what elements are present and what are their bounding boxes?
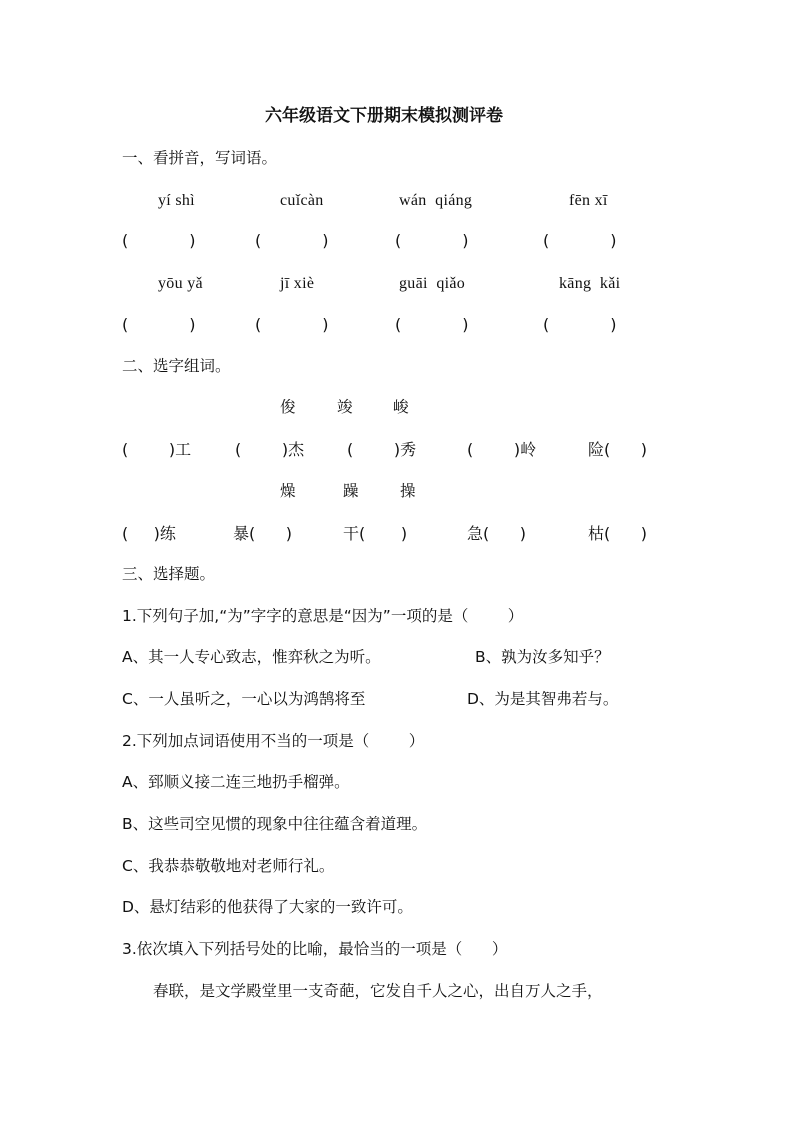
question-1-stem: 1.下列句子加,“为”字字的意思是“因为”一项的是（ ） [122, 607, 524, 625]
answer-blank[interactable]: ( ) [255, 315, 329, 334]
word-blank[interactable]: 干( ) [343, 524, 408, 543]
question-2-stem: 2.下列加点词语使用不当的一项是（ ） [122, 732, 425, 750]
section-2-heading: 二、选字组词。 [122, 357, 231, 375]
page-title: 六年级语文下册期末模拟测评卷 [265, 106, 503, 126]
question-2-option-a[interactable]: A、郅顺义接二连三地扔手榴弹。 [122, 773, 350, 791]
word-blank[interactable]: ( )练 [122, 524, 176, 543]
char-option: 竣 [337, 398, 353, 416]
char-option: 峻 [393, 398, 409, 416]
answer-blank[interactable]: ( ) [255, 231, 329, 250]
char-option: 燥 [280, 482, 296, 500]
question-1-option-c[interactable]: C、一人虽听之，一心以为鸿鹄将至 [122, 690, 366, 708]
question-2-option-b[interactable]: B、这些司空见惯的现象中往往蕴含着道理。 [122, 815, 428, 833]
pinyin-2-1: yōu yǎ [158, 275, 203, 292]
word-blank[interactable]: 枯( ) [588, 524, 648, 543]
pinyin-1-1: yí shì [158, 192, 195, 209]
word-blank[interactable]: 暴( ) [233, 524, 293, 543]
pinyin-2-3: guāi qiǎo [399, 275, 466, 292]
section-1-heading: 一、看拼音，写词语。 [122, 149, 278, 167]
pinyin-1-4: fēn xī [569, 192, 608, 209]
question-2-option-d[interactable]: D、悬灯结彩的他获得了大家的一致许可。 [122, 898, 413, 916]
answer-blank[interactable]: ( ) [395, 315, 469, 334]
question-3-stem: 3.依次填入下列括号处的比喻，最恰当的一项是（ ） [122, 940, 508, 958]
answer-blank[interactable]: ( ) [122, 315, 196, 334]
answer-blank[interactable]: ( ) [543, 315, 617, 334]
char-option: 俊 [280, 398, 296, 416]
word-blank[interactable]: ( )秀 [347, 440, 417, 459]
answer-blank[interactable]: ( ) [122, 231, 196, 250]
pinyin-1-2: cuǐcàn [280, 192, 324, 209]
answer-blank[interactable]: ( ) [543, 231, 617, 250]
char-option: 躁 [343, 482, 359, 500]
char-option: 操 [400, 482, 416, 500]
question-1-option-d[interactable]: D、为是其智弗若与。 [467, 690, 619, 708]
word-blank[interactable]: ( )工 [122, 440, 192, 459]
question-1-option-b[interactable]: B、孰为汝多知乎？ [475, 648, 610, 666]
pinyin-2-2: jī xiè [280, 275, 315, 292]
answer-blank[interactable]: ( ) [395, 231, 469, 250]
word-blank[interactable]: 险( ) [588, 440, 648, 459]
section-3-heading: 三、选择题。 [122, 565, 216, 583]
pinyin-2-4: kāng kǎi [559, 275, 621, 292]
word-blank[interactable]: ( )岭 [467, 440, 537, 459]
word-blank[interactable]: ( )杰 [235, 440, 305, 459]
question-2-option-c[interactable]: C、我恭恭敬敬地对老师行礼。 [122, 857, 335, 875]
pinyin-1-3: wán qiáng [399, 192, 473, 209]
word-blank[interactable]: 急( ) [467, 524, 527, 543]
question-3-passage: 春联，是文学殿堂里一支奇葩，它发自千人之心，出自万人之手， [153, 982, 603, 1000]
question-1-option-a[interactable]: A、其一人专心致志，惟弈秋之为听。 [122, 648, 381, 666]
